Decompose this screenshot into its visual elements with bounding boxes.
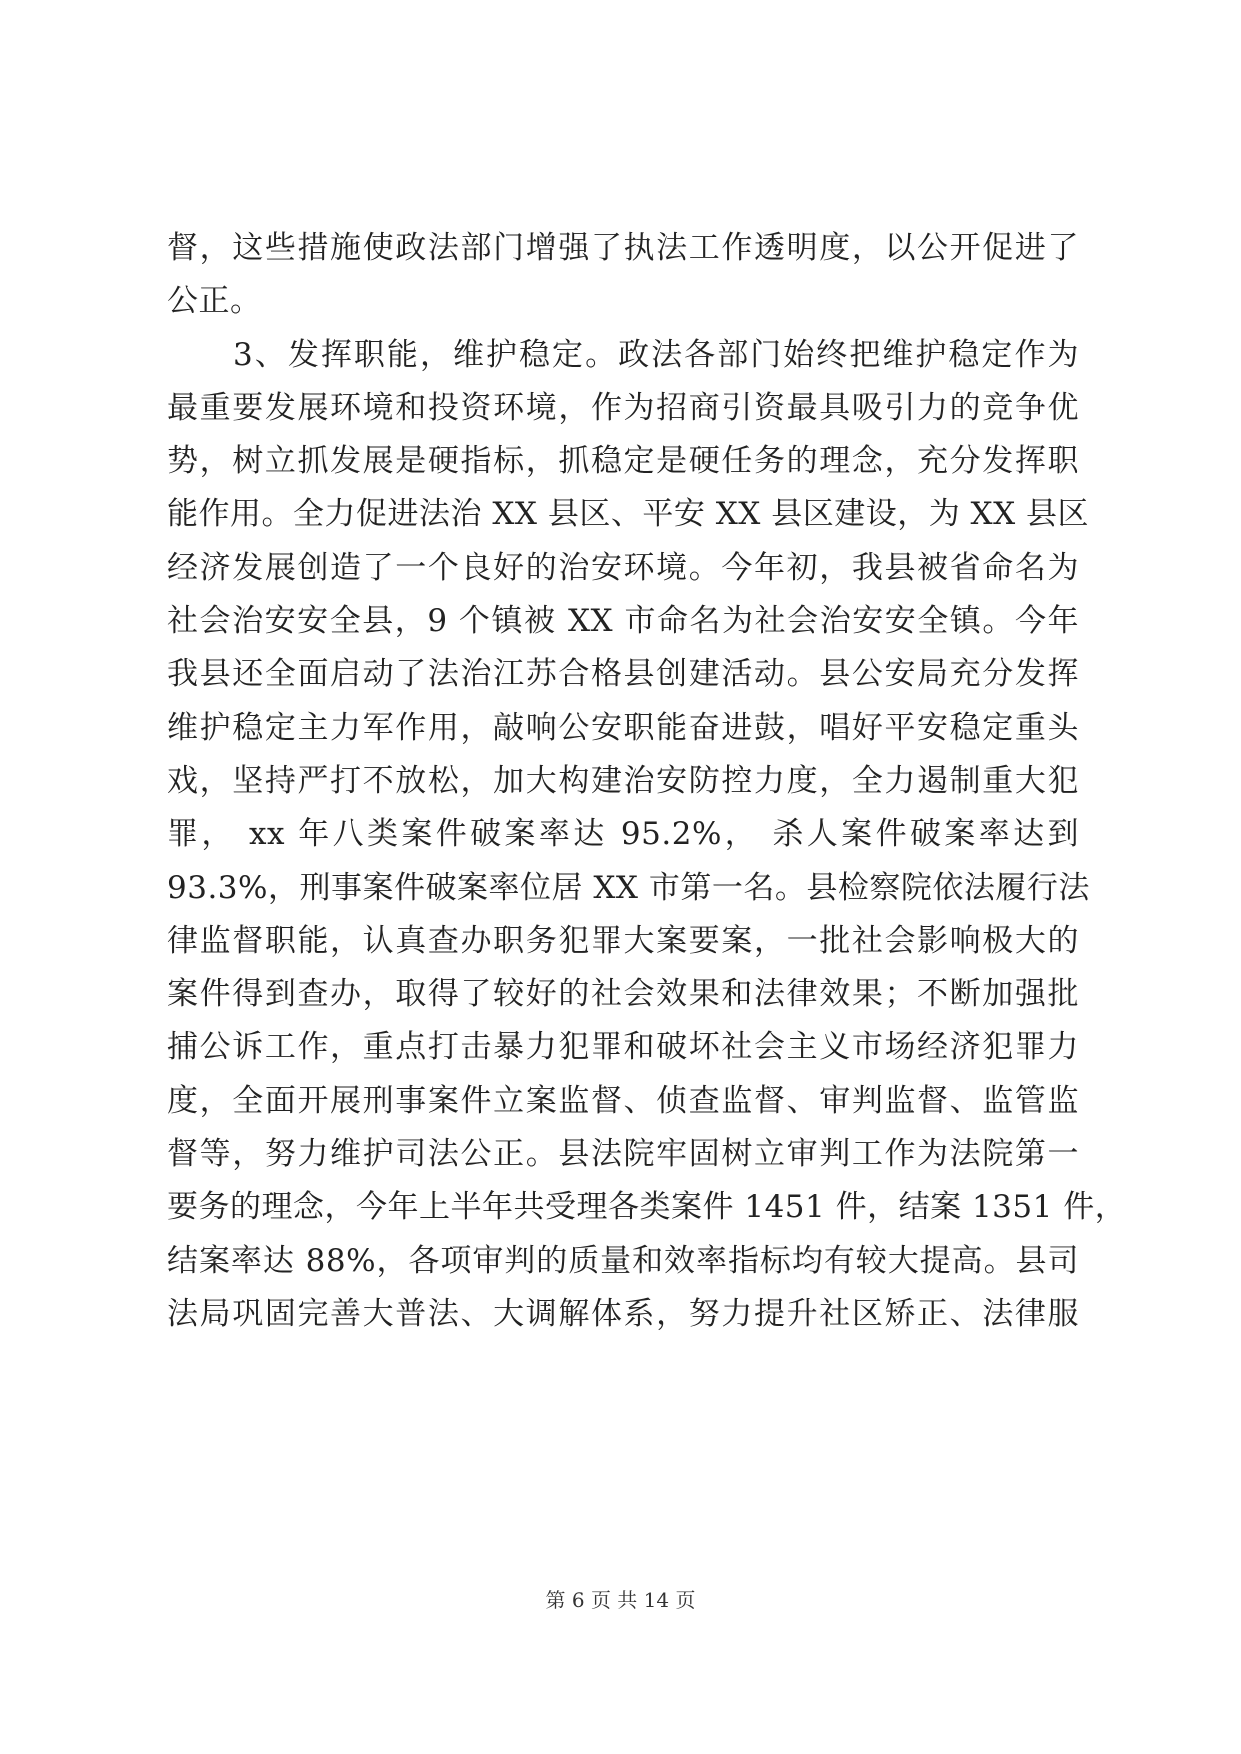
text-line: 捕公诉工作，重点打击暴力犯罪和破坏社会主义市场经济犯罪力: [167, 1029, 1079, 1066]
body-text: [167, 222, 1127, 1341]
text-line: 度，全面开展刑事案件立案监督、侦查监督、审判监督、监管监: [167, 1082, 1079, 1119]
text-line: 督等，努力维护司法公正。县法院牢固树立审判工作为法院第一: [167, 1136, 1079, 1173]
text-line: 维护稳定主力军作用，敲响公安职能奋进鼓，唱好平安稳定重头: [167, 709, 1079, 746]
text-line: 督，这些措施使政法部门增强了执法工作透明度，以公开促进了: [167, 230, 1079, 266]
text-line: 势，树立抓发展是硬指标，抓稳定是硬任务的理念，充分发挥职: [167, 443, 1079, 480]
text-line: 结案率达 88%，各项审判的质量和效率指标均有较大提高。县司: [167, 1242, 1079, 1279]
text-line: 公正。: [167, 283, 262, 320]
text-line: 律监督职能，认真查办职务犯罪大案要案，一批社会影响极大的: [167, 922, 1079, 959]
text-line: 93.3%，刑事案件破案率位居 XX 市第一名。县检察院依法履行法: [167, 869, 1090, 906]
text-line: 法局巩固完善大普法、大调解体系，努力提升社区矫正、法律服: [167, 1295, 1079, 1332]
text-line: 最重要发展环境和投资环境，作为招商引资最具吸引力的竞争优: [167, 389, 1079, 426]
text-line: 能作用。全力促进法治 XX 县区、平安 XX 县区建设，为 XX 县区: [167, 496, 1090, 533]
text-line: 戏，坚持严打不放松，加大构建治安防控力度，全力遏制重大犯: [167, 762, 1079, 799]
text-line: 罪， xx 年八类案件破案率达 95.2%， 杀人案件破案率达到: [167, 816, 1079, 853]
text-line: 经济发展创造了一个良好的治安环境。今年初，我县被省命名为: [167, 549, 1079, 586]
text-line: 我县还全面启动了法治江苏合格县创建活动。县公安局充分发挥: [167, 656, 1079, 693]
text-line: 社会治安安全县，9 个镇被 XX 市命名为社会治安安全镇。今年: [167, 603, 1079, 640]
text-line: 案件得到查办，取得了较好的社会效果和法律效果；不断加强批: [167, 976, 1079, 1013]
text-line: 要务的理念，今年上半年共受理各类案件 1451 件，结案 1351 件，: [167, 1189, 1127, 1226]
text-line: 3、发挥职能，维护稳定。政法各部门始终把维护稳定作为: [167, 336, 1079, 373]
page-number-footer: 第 6 页 共 14 页: [545, 1588, 696, 1612]
